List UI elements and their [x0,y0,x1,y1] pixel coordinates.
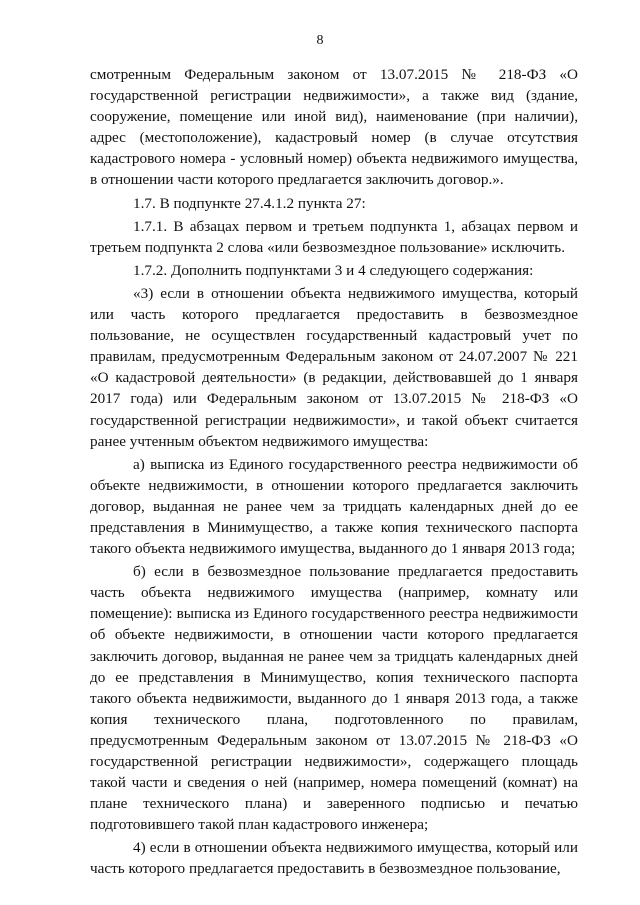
paragraph-subitem-3: «3) если в отношении объекта недвижимого имущества, который или часть которого предлагается предоставить в безвозмездное пользование, не осуществлен государственный кадастровый учет по правилам, предусмотренным Федеральным законом от 24.07.2007 № 221 «О кадастровой деятельности» (в редакции, действовавшей до 1 января 2017 года) или Федеральным законом от 13.07.2015 № 218-ФЗ «О государственной регистрации недвижимости», и такой объект считается ранее учтенным объектом недвижимого имущества: [90,284,578,450]
paragraph-1-7: 1.7. В подпункте 27.4.1.2 пункта 27: [133,194,366,212]
paragraph-subitem-4: 4) если в отношении объекта недвижимого имущества, который или часть которого предлагается предоставить в безвозмездное пользование, [90,839,578,878]
page-number: 8 [316,33,324,48]
paragraph-subitem-3b: б) если в безвозмездное пользование предлагается предоставить часть объекта недвижимого имущества (например, комнату или помещение): выписка из Единого государственного реестра недвижимости об объекте недвижимости, в отношении части которого предлагается заключить договор, выданная не ранее чем за тридцать календарных дней до ее представления в Минимущество, копия технического паспорта такого объекта недвижимости, выданного до 1 января 2013 года, а также копия технического плана, подготовленного по правилам, предусмотренным Федеральным законом от 13.07.2015 № 218-ФЗ «О государственной регистрации недвижимости», содержащего площадь такой части и сведения о ней (например, номера помещений (комнат) на плане технического плана) и заверенного подписью и печатью подготовившего такой план кадастрового инженера; [90,563,578,834]
paragraph-1-7-1: 1.7.1. В абзацах первом и третьем подпункта 1, абзацах первом и третьем подпункта 2 слова «или безвозмездное пользование» исключить. [90,217,578,256]
paragraph-1-7-2: 1.7.2. Дополнить подпунктами 3 и 4 следующего содержания: [133,261,534,279]
paragraph-subitem-3a: а) выписка из Единого государственного реестра недвижимости об объекте недвижимости, в отношении которого предлагается заключить договор, выданная не ранее чем за тридцать календарных дней до ее представления в Минимущество, а также копия технического паспорта такого объекта недвижимого имущества, выданного до 1 января 2013 года; [90,455,578,558]
paragraph-continuation: смотренным Федеральным законом от 13.07.2015 № 218-ФЗ «О государственной регистрации недвижимости», а также вид (здание, сооружение, помещение или иной вид), наименование (при наличии), адрес (местоположение), кадастровый номер (в случае отсутствия кадастрового номера - условный номер) объекта недвижимого имущества, в отношении части которого предлагается заключить договор.». [90,66,578,189]
body-text [90,64,578,880]
